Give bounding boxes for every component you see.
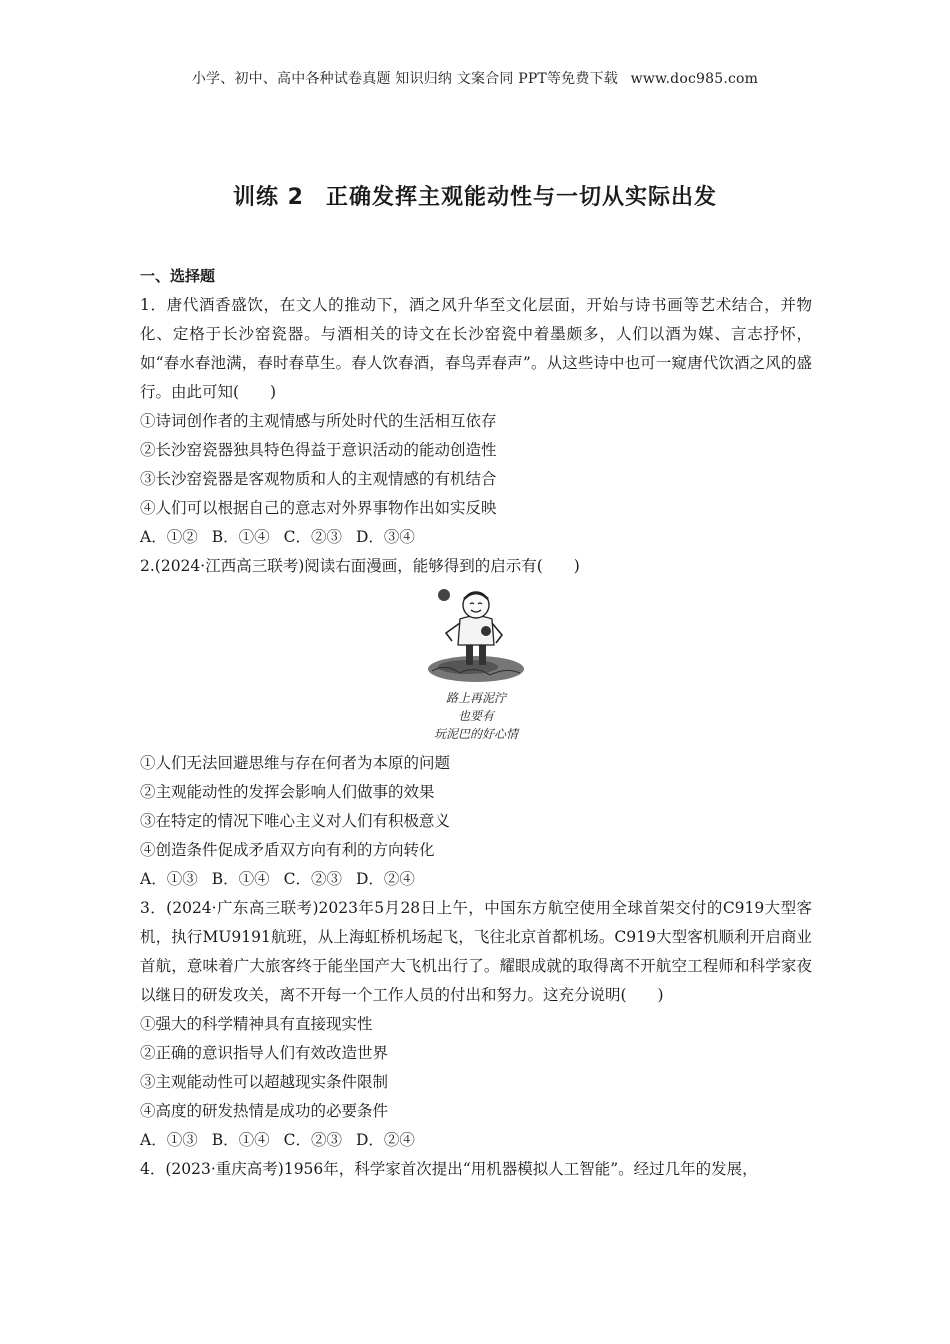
choice-b: B．①④ <box>211 870 270 888</box>
question-stem: 1．唐代酒香盛饮，在文人的推动下，酒之风升华至文化层面，开始与诗书画等艺术结合，并物化、定格于长沙窑瓷器。与酒相关的诗文在长沙窑瓷中着墨颇多，人们以酒为媒、言志抒怀，如“春水春池满，春时春草生。春人饮春酒，春鸟弄春声”。从这些诗中也可一窥唐代饮酒之风的盛行。由此可知( ) <box>140 296 812 401</box>
question-1 <box>140 291 812 552</box>
option-item: ①人们无法回避思维与存在何者为本原的问题 <box>140 754 451 772</box>
choice-d: D．②④ <box>355 1131 415 1149</box>
comic-illustration <box>416 585 536 689</box>
choice-a: A．①③ <box>140 1131 198 1149</box>
choice-b: B．①④ <box>211 1131 270 1149</box>
question-4 <box>140 1155 812 1184</box>
caption-line: 路上再泥泞 <box>445 691 506 705</box>
choice-c: C．②③ <box>283 870 342 888</box>
page-header <box>0 68 950 88</box>
option-item: ②主观能动性的发挥会影响人们做事的效果 <box>140 783 435 801</box>
option-item: ④创造条件促成矛盾双方向有利的方向转化 <box>140 841 435 859</box>
answer-choices <box>140 865 812 894</box>
option-item: ②正确的意识指导人们有效改造世界 <box>140 1044 389 1062</box>
option-item: ④人们可以根据自己的意志对外界事物作出如实反映 <box>140 499 497 517</box>
section-title: 一、选择题 <box>140 267 216 285</box>
question-2 <box>140 552 812 894</box>
option-item: ③在特定的情况下唯心主义对人们有积极意义 <box>140 812 451 830</box>
option-item: ③主观能动性可以超越现实条件限制 <box>140 1073 389 1091</box>
page-title <box>0 180 950 211</box>
option-item: ①诗词创作者的主观情感与所处时代的生活相互依存 <box>140 412 497 430</box>
question-stem: 4．(2023·重庆高考)1956年，科学家首次提出“用机器模拟人工智能”。经过几年的发展， <box>140 1160 758 1178</box>
option-item: ①强大的科学精神具有直接现实性 <box>140 1015 373 1033</box>
header-left-text: 小学、初中、高中各种试卷真题 知识归纳 文案合同 PPT等免费下载 <box>191 71 618 87</box>
question-stem: 3．(2024·广东高三联考)2023年5月28日上午，中国东方航空使用全球首架交付的C919大型客机，执行MU9191航班，从上海虹桥机场起飞，飞往北京首都机场。C919大型客机顺利开启商业首航，意味着广大旅客终于能坐国产大飞机出行了。耀眼成就的取得离不开航空工程师和科学家夜以继日的研发攻关，离不开每一个工作人员的付出和努力。这充分说明( ) <box>140 899 812 1004</box>
choice-c: C．②③ <box>283 528 342 546</box>
answer-choices <box>140 523 812 552</box>
choice-d: D．②④ <box>355 870 415 888</box>
comic-caption <box>406 689 546 743</box>
exam-content <box>140 262 812 1184</box>
comic-figure <box>140 585 812 747</box>
title-prefix: 训练 2 <box>233 185 304 210</box>
title-main: 正确发挥主观能动性与一切从实际出发 <box>325 185 717 210</box>
caption-line: 也要有 <box>457 709 494 723</box>
caption-line: 玩泥巴的好心情 <box>433 727 518 741</box>
answer-choices <box>140 1126 812 1155</box>
choice-a: A．①③ <box>140 870 198 888</box>
question-3 <box>140 894 812 1155</box>
choice-b: B．①④ <box>211 528 270 546</box>
question-stem: 2.(2024·江西高三联考)阅读右面漫画，能够得到的启示有( ) <box>140 557 580 575</box>
choice-d: D．③④ <box>355 528 415 546</box>
option-item: ③长沙窑瓷器是客观物质和人的主观情感的有机结合 <box>140 470 497 488</box>
option-item: ②长沙窑瓷器独具特色得益于意识活动的能动创造性 <box>140 441 497 459</box>
choice-c: C．②③ <box>283 1131 342 1149</box>
option-item: ④高度的研发热情是成功的必要条件 <box>140 1102 389 1120</box>
header-url[interactable]: www.doc985.com <box>630 71 759 87</box>
choice-a: A．①② <box>140 528 198 546</box>
